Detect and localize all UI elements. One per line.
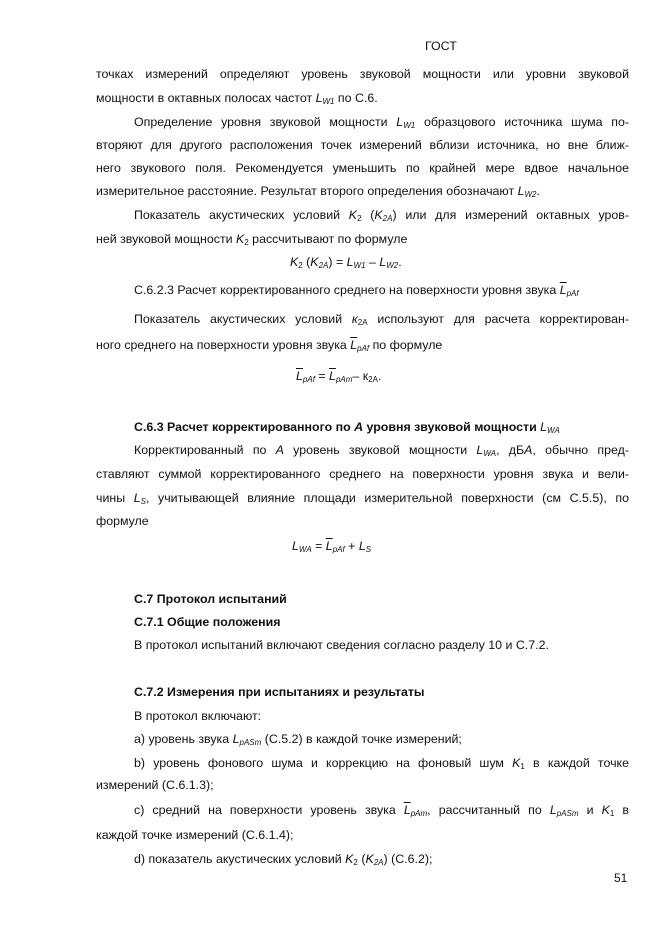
formula-lwa: $L_{WA} = \overline{L}_{pAf} + L_S$ bbox=[292, 539, 372, 554]
list-item-c: с) средний на поверхности уровень звука $\overline{L}_{pAm}$, рассчитанный по $L_{pASm}$ и $K_1$ в bbox=[134, 803, 629, 818]
list-item-d: d) показатель акустических условий $K_2$ $(K_{2A})$ (С.6.2); bbox=[134, 852, 433, 867]
section-heading-c7: С.7 Протокол испытаний bbox=[134, 592, 287, 606]
page-number: 51 bbox=[614, 871, 628, 885]
text-line: Показатель акустических условий $к_{2A}$ используют для расчета корректирован- bbox=[134, 312, 629, 327]
text-line: точках измерений определяют уровень звуковой мощности или уровни звуковой bbox=[96, 67, 629, 81]
text-line: В протокол испытаний включают сведения согласно разделу 10 и С.7.2. bbox=[134, 638, 549, 652]
text-line: ней звуковой мощности $K_2$ рассчитывают по формуле bbox=[96, 232, 408, 247]
section-heading-c71: С.7.1 Общие положения bbox=[134, 615, 281, 629]
list-item-b: b) уровень фонового шума и коррекцию на фоновый шум $K_1$ в каждой точке bbox=[134, 756, 629, 771]
text-line: измерительное расстояние. Результат второго определения обозначают $L_{W2}$. bbox=[96, 184, 540, 199]
text-line: Корректированный по A уровень звуковой мощности $L_{WA}$, дБA, обычно пред- bbox=[134, 443, 629, 458]
text-line: мощности в октавных полосах частот $L_{W1}$ по С.6. bbox=[96, 91, 378, 106]
text-line: вторяют для другого расположения точек измерений вблизи источника, но вне ближ- bbox=[96, 138, 629, 152]
text-line: ставляют суммой корректированного среднего на поверхности уровня звука и вели- bbox=[96, 467, 629, 481]
text-line: чины $L_S$, учитывающей влияние площади измерительной поверхности (см С.5.5), по bbox=[96, 491, 629, 506]
text-line: измерений (С.6.1.3); bbox=[96, 778, 214, 792]
text-line: В протокол включают: bbox=[134, 709, 262, 723]
formula-k2: $K_2$ $(K_{2A}) = L_{W1} - L_{W2}$. bbox=[290, 255, 402, 270]
formula-lpaf: $\overline{L}_{pAf} = \overline{L}_{pAm}-$ $к_{2A}$. bbox=[296, 369, 382, 384]
section-heading-c623: С.6.2.3 Расчет корректированного среднего на поверхности уровня звука $\overline{L}_{pAf}$ bbox=[134, 283, 579, 298]
text-line: ного среднего на поверхности уровня звука $\overline{L}_{pAf}$ по формуле bbox=[96, 338, 443, 353]
text-line: формуле bbox=[96, 514, 149, 528]
list-item-a: а) уровень звука $L_{pASm}$ (С.5.2) в каждой точке измерений; bbox=[134, 732, 462, 747]
running-header: ГОСТ bbox=[425, 39, 457, 53]
text-line: него звукового поля. Рекомендуется уменьшить по крайней мере вдвое начальное bbox=[96, 161, 629, 175]
text-line: Показатель акустических условий $K_2$ $(K_{2A})$ или для измерений октавных уров- bbox=[134, 208, 629, 223]
text-line: каждой точке измерений (С.6.1.4); bbox=[96, 828, 294, 842]
text-line: Определение уровня звуковой мощности $L_{W1}$ образцового источника шума по- bbox=[134, 115, 629, 130]
section-heading-c63: С.6.3 Расчет корректированного по A уровня звуковой мощности $L_{WA}$ bbox=[134, 420, 560, 435]
section-heading-c72: С.7.2 Измерения при испытаниях и результаты bbox=[134, 685, 425, 699]
